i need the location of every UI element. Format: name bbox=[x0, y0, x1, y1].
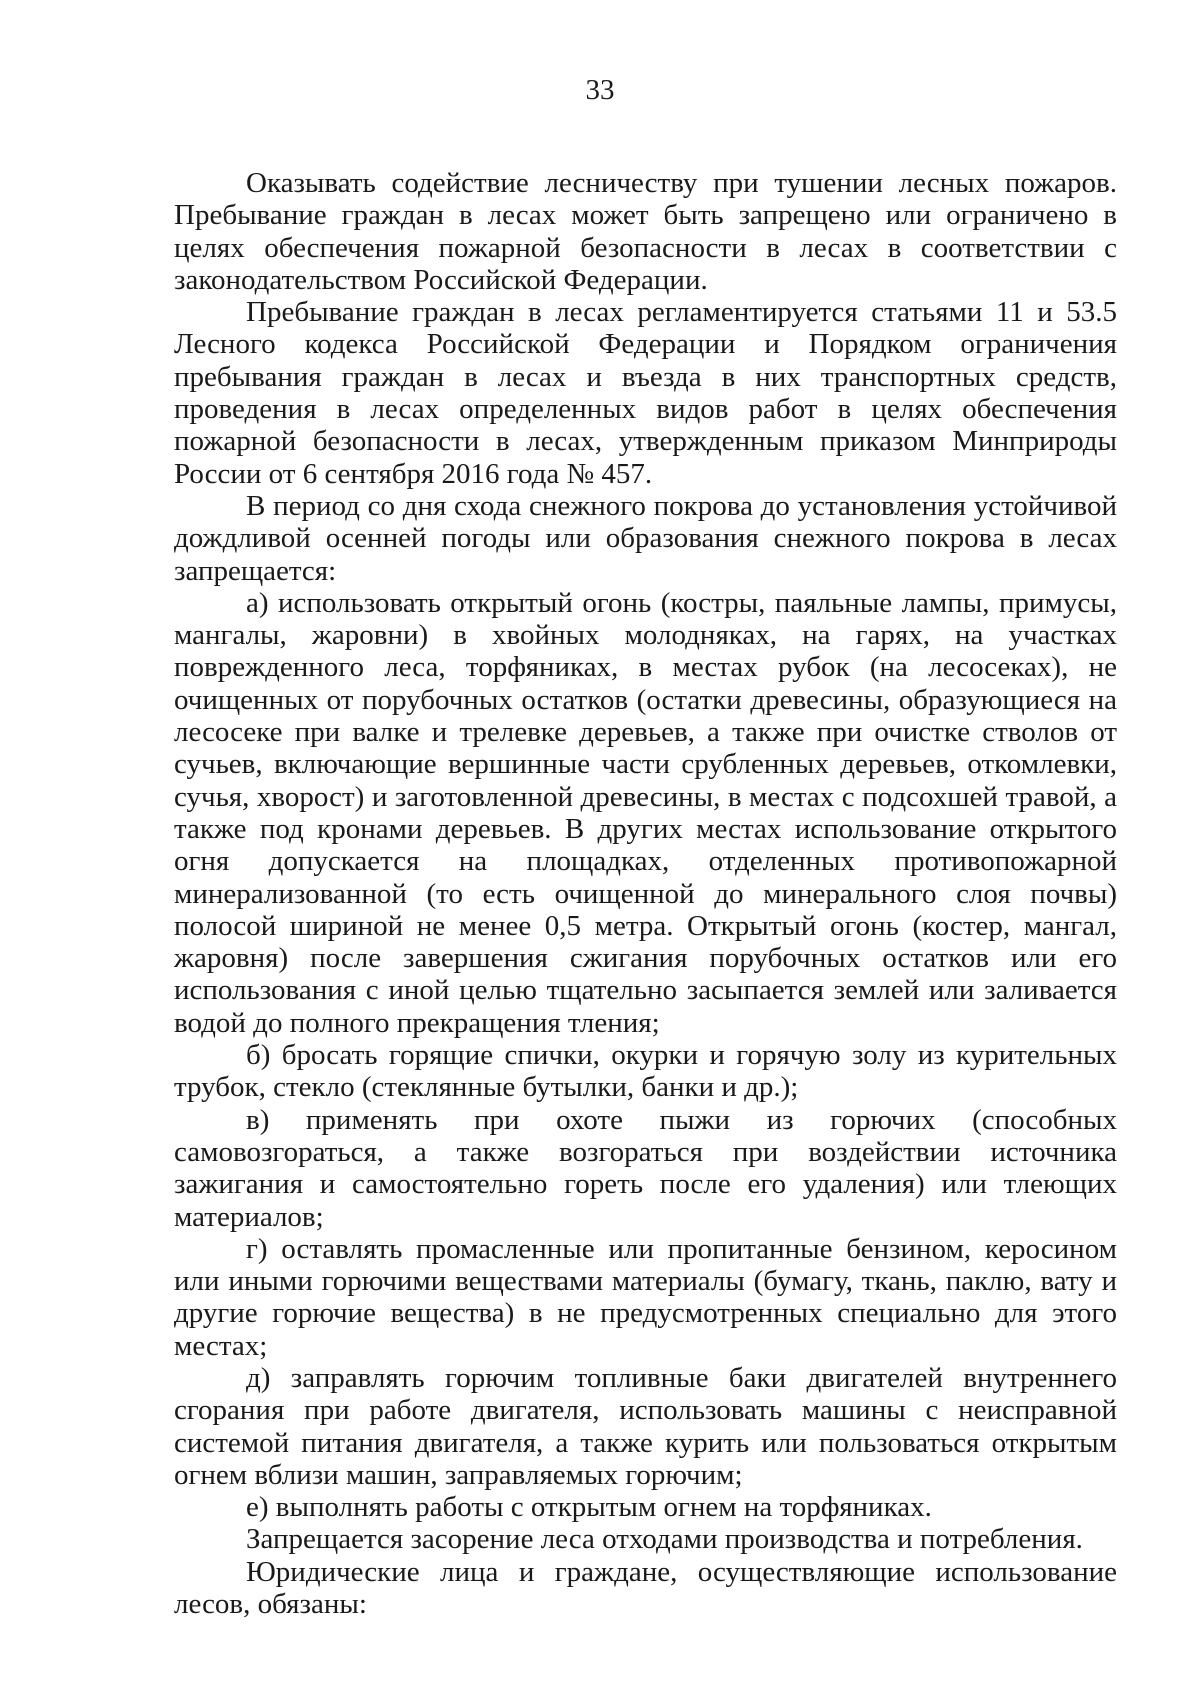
document-body bbox=[174, 167, 1117, 1620]
paragraph-fire-season-prohibitions: В период со дня схода снежного покрова до установления устойчивой дождливой осенней погоды или образования снежного покрова в лесах запрещается: bbox=[174, 489, 1117, 587]
list-item-d-refueling: д) заправлять горючим топливные баки двигателей внутреннего сгорания при работе двигателя, использовать машины с неисправной системой питания двигателя, а также курить или пользоваться открытым огнем вблизи машин, заправляемых горючим; bbox=[174, 1361, 1117, 1491]
list-item-e-peatland-work: е) выполнять работы с открытым огнем на торфяниках. bbox=[246, 1491, 932, 1524]
list-item-b-throwing-matches: б) бросать горящие спички, окурки и горячую золу из курительных трубок, стекло (стеклянные бутылки, банки и др.); bbox=[174, 1039, 1117, 1104]
paragraph-fire-assistance: Оказывать содействие лесничеству при тушении лесных пожаров. Пребывание граждан в лесах может быть запрещено или ограничено в целях обеспечения пожарной безопасности в лесах в соответствии с законодательством Российской Федерации. bbox=[174, 167, 1117, 296]
paragraph-obligations: Юридические лица и граждане, осуществляющие использование лесов, обязаны: bbox=[174, 1555, 1117, 1621]
list-item-a-open-fire: а) использовать открытый огонь (костры, паяльные лампы, примусы, мангалы, жаровни) в хвойных молодняках, на гарях, на участках поврежденного леса, торфяниках, в местах рубок (на лесосеках), не очищенных от порубочных остатков (остатки древесины, образующиеся на лесосеке при валке и трелевке деревьев, а также при очистке стволов от сучьев, включающие вершинные части срубленных деревьев, откомлевки, сучья, хворост) и заготовленной древесины, в местах с подсохшей травой, а также под кронами деревьев. В других местах использование открытого огня допускается на площадках, отделенных противопожарной минерализованной (то есть очищенной до минерального слоя почвы) полосой шириной не менее 0,5 метра. Открытый огонь (костер, мангал, жаровня) после завершения сжигания порубочных остатков или его использования с иной целью тщательно засыпается землей или заливается водой до полного прекращения тления; bbox=[174, 586, 1117, 1039]
page-number: 33 bbox=[585, 74, 615, 106]
paragraph-littering-prohibited: Запрещается засорение леса отходами производства и потребления. bbox=[246, 1523, 1083, 1556]
list-item-g-oily-materials: г) оставлять промасленные или пропитанные бензином, керосином или иными горючими веществами материалы (бумагу, ткань, паклю, вату и другие горючие вещества) в не предусмотренных специально для этого местах; bbox=[174, 1232, 1117, 1362]
paragraph-forest-stay-regulation: Пребывание граждан в лесах регламентируется статьями 11 и 53.5 Лесного кодекса Российской Федерации и Порядком ограничения пребывания граждан в лесах и въезда в них транспортных средств, проведения в лесах определенных видов работ в целях обеспечения пожарной безопасности в лесах, утвержденным приказом Минприроды России от 6 сентября 2016 года № 457. bbox=[174, 296, 1117, 490]
list-item-v-hunting-wads: в) применять при охоте пыжи из горючих (способных самовозгораться, а также возгораться при воздействии источника зажигания и самостоятельно гореть после его удаления) или тлеющих материалов; bbox=[174, 1103, 1117, 1233]
